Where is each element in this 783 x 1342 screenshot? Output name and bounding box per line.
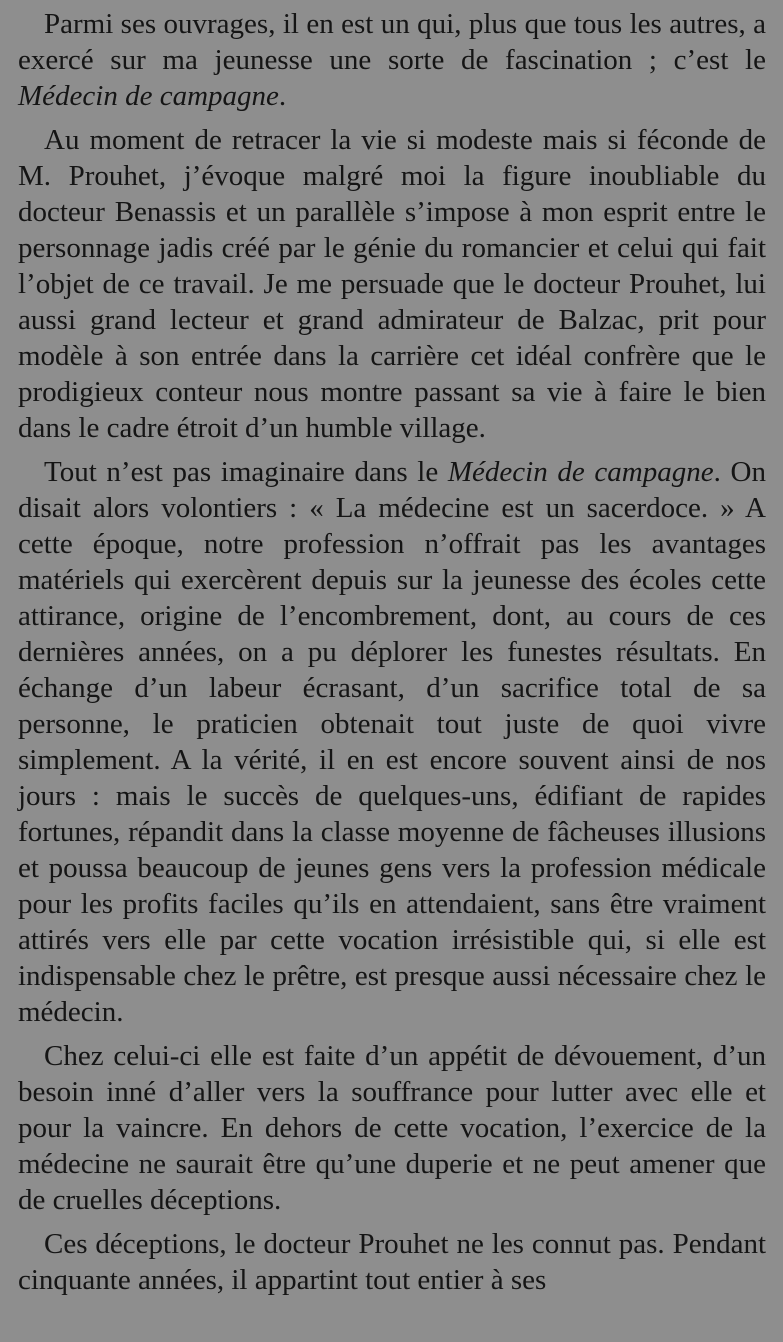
paragraph-4-segment-1: Chez celui-ci elle est faite d’un appétit de dévouement, d’un besoin inné d’aller vers la souffrance pour lutter avec elle et pour la vaincre. En dehors de cette vocation, l’exercice de la médecine ne saurait être qu’une duperie et ne peut amener que de cruelles déceptions. bbox=[18, 1040, 766, 1216]
paragraph-2 bbox=[18, 122, 766, 446]
paragraph-3-segment-3: . On disait alors volontiers : « La médecine est un sacerdoce. » A cette époque, notre profession n’offrait pas les avantages matériels qui exercèrent depuis sur la jeunesse des écoles cette attirance, origine de l’encombrement, dont, au cours de ces dernières années, on a pu déplorer les funestes résultats. En échange d’un labeur écrasant, d’un sacrifice total de sa personne, le praticien obtenait tout juste de quoi vivre simplement. A la vérité, il en est encore souvent ainsi de nos jours : mais le succès de quelques-uns, édifiant de rapides fortunes, répandit dans la classe moyenne de fâcheuses illusions et poussa beaucoup de jeunes gens vers la profession médicale pour les profits faciles qu’ils en attendaient, sans être vraiment attirés vers elle par cette vocation irrésistible qui, si elle est indispensable chez le prêtre, est presque aussi nécessaire chez le médecin. bbox=[18, 456, 766, 1028]
paragraph-1 bbox=[18, 6, 766, 114]
paragraph-1-segment-3: . bbox=[278, 80, 287, 112]
paragraph-3-segment-2-book-title: Médecin de campagne bbox=[447, 456, 714, 488]
paragraph-5 bbox=[18, 1226, 766, 1298]
paragraph-3-segment-1: Tout n’est pas imaginaire dans le bbox=[44, 456, 448, 488]
paragraph-2-segment-1: Au moment de retracer la vie si modeste mais si féconde de M. Prouhet, j’évoque malgré moi la figure inoubliable du docteur Benassis et un parallèle s’impose à mon esprit entre le personnage jadis créé par le génie du romancier et celui qui fait l’objet de ce travail. Je me persuade que le docteur Prouhet, lui aussi grand lecteur et grand admirateur de Balzac, prit pour modèle à son entrée dans la carrière cet idéal confrère que le prodigieux conteur nous montre passant sa vie à faire le bien dans le cadre étroit d’un humble village. bbox=[18, 124, 766, 444]
document-body bbox=[18, 6, 766, 1298]
paragraph-1-segment-1: Parmi ses ouvrages, il en est un qui, plus que tous les autres, a exercé sur ma jeunesse une sorte de fascination ; c’est le bbox=[18, 8, 766, 76]
paragraph-5-segment-1: Ces déceptions, le docteur Prouhet ne les connut pas. Pendant cinquante années, il appartint tout entier à ses bbox=[18, 1228, 766, 1296]
paragraph-4 bbox=[18, 1038, 766, 1218]
paragraph-3 bbox=[18, 454, 766, 1030]
paragraph-1-segment-2-book-title: Médecin de campagne bbox=[18, 80, 279, 112]
